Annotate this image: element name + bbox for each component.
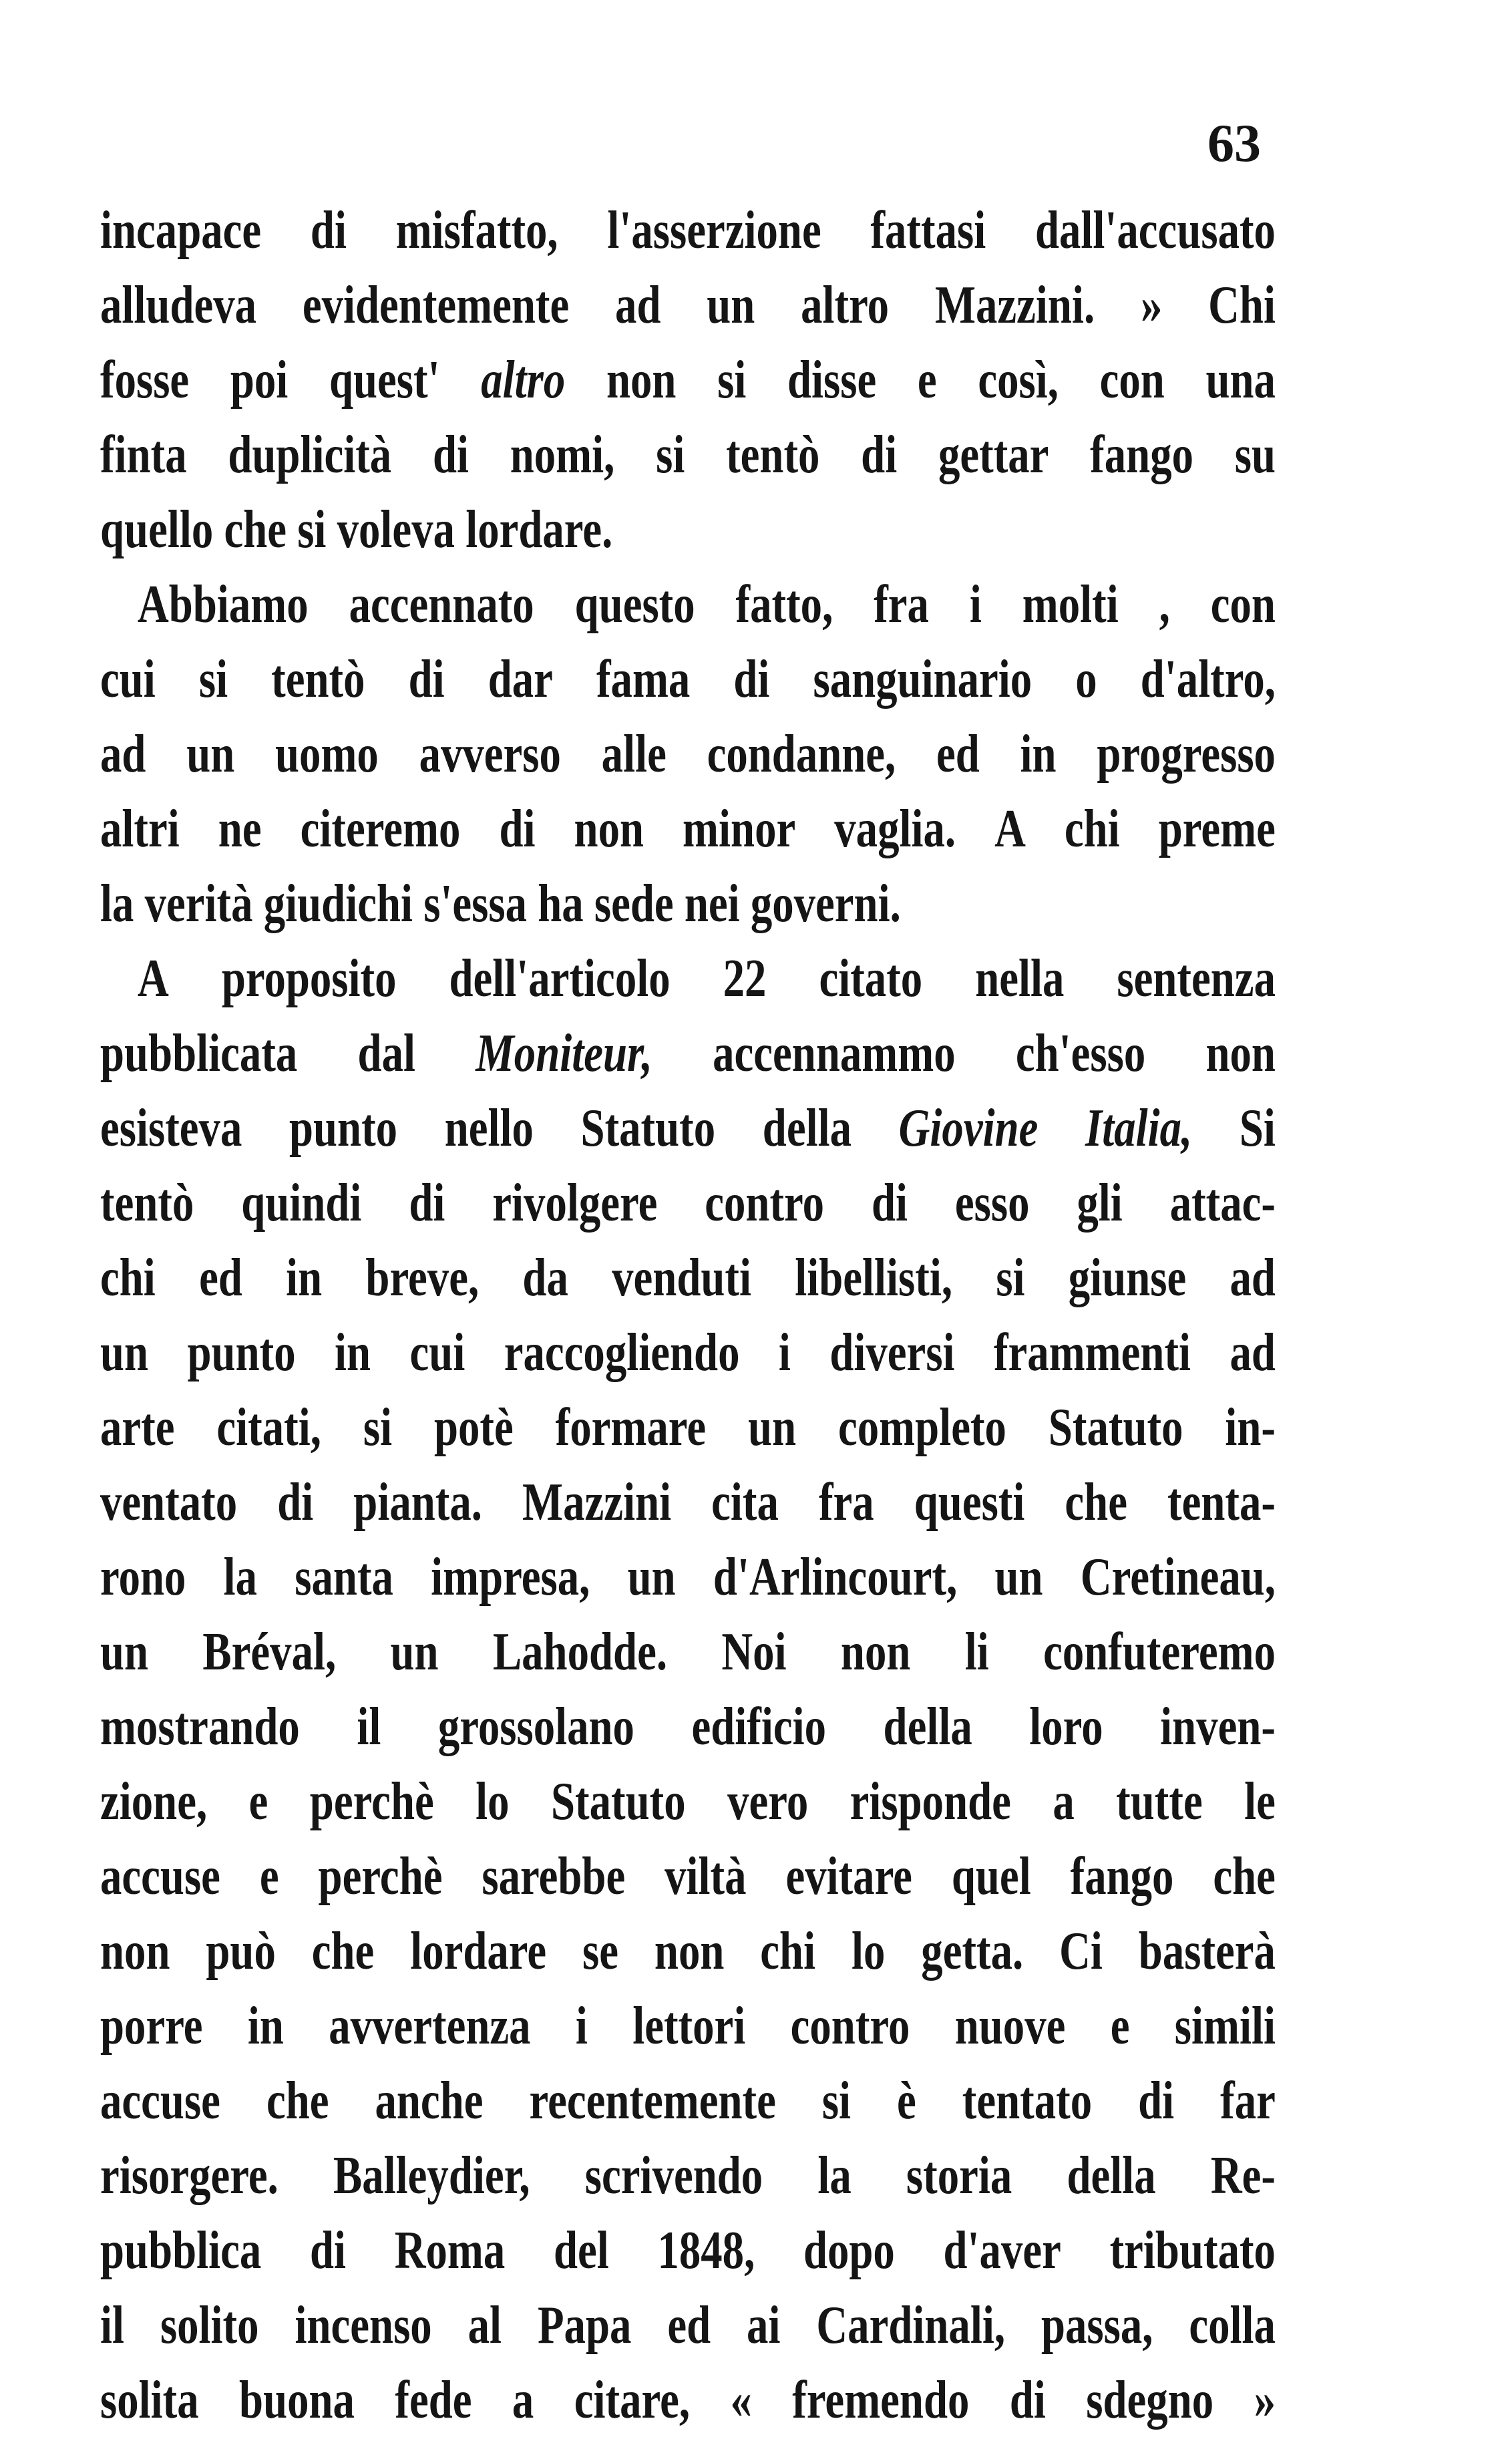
text-line: accuse e perchè sarebbe viltà evitare quel fango che: [100, 1846, 1276, 1906]
text-line: il solito incenso al Papa ed ai Cardinali, passa, colla: [100, 2295, 1276, 2355]
text-line: risorgere. Balleydier, scrivendo la storia della Re-: [100, 2145, 1276, 2205]
text-line: ad un uomo avverso alle condanne, ed in progresso: [100, 723, 1276, 784]
text-line: ventato di pianta. Mazzini cita fra questi che tenta-: [100, 1472, 1276, 1532]
text-line: tentò quindi di rivolgere contro di esso gli attac-: [100, 1172, 1276, 1233]
text-line: cui si tentò di dar fama di sanguinario o d'altro,: [100, 649, 1276, 709]
text-line: un Bréval, un Lahodde. Noi non li confuteremo: [100, 1621, 1276, 1681]
text-line: non può che lordare se non chi lo getta. Ci basterà: [100, 1921, 1276, 1981]
text-line: altri ne citeremo di non minor vaglia. A chi preme: [100, 798, 1276, 858]
text-line: porre in avvertenza i lettori contro nuove e simili: [100, 1995, 1276, 2056]
text-line: zione, e perchè lo Statuto vero risponde a tutte le: [100, 1771, 1276, 1831]
text-line: accuse che anche recentemente si è tentato di far: [100, 2070, 1276, 2130]
text-line: Abbiamo accennato questo fatto, fra i molti , con: [138, 574, 1276, 634]
text-line: alludeva evidentemente ad un altro Mazzini. » Chi: [100, 275, 1276, 335]
text-line: solita buona fede a citare, « fremendo di sdegno »: [100, 2370, 1276, 2430]
text-line: pubblica di Roma del 1848, dopo d'aver tributato: [100, 2220, 1276, 2280]
page-number: 63: [1207, 114, 1261, 173]
text-line: esisteva punto nello Statuto della Giovine Italia, Si: [100, 1098, 1276, 1158]
text-line: pubblicata dal Moniteur, accennammo ch'esso non: [100, 1023, 1276, 1083]
body-text: [100, 192, 1276, 2437]
text-line: un punto in cui raccogliendo i diversi frammenti ad: [100, 1322, 1276, 1382]
text-line: mostrando il grossolano edificio della loro inven-: [100, 1696, 1276, 1756]
text-line: finta duplicità di nomi, si tentò di gettar fango su: [100, 424, 1276, 484]
text-line: quello che si voleva lordare.: [100, 499, 613, 559]
text-line: chi ed in breve, da venduti libellisti, si giunse ad: [100, 1247, 1276, 1307]
text-line: rono la santa impresa, un d'Arlincourt, un Cretineau,: [100, 1547, 1276, 1607]
text-line: incapace di misfatto, l'asserzione fattasi dall'accusato: [100, 200, 1276, 260]
text-line: la verità giudichi s'essa ha sede nei governi.: [100, 873, 901, 933]
text-line: arte citati, si potè formare un completo Statuto in-: [100, 1397, 1276, 1457]
text-line: A proposito dell'articolo 22 citato nella sentenza: [138, 948, 1276, 1008]
text-line: fosse poi quest' altro non si disse e così, con una: [100, 349, 1276, 410]
